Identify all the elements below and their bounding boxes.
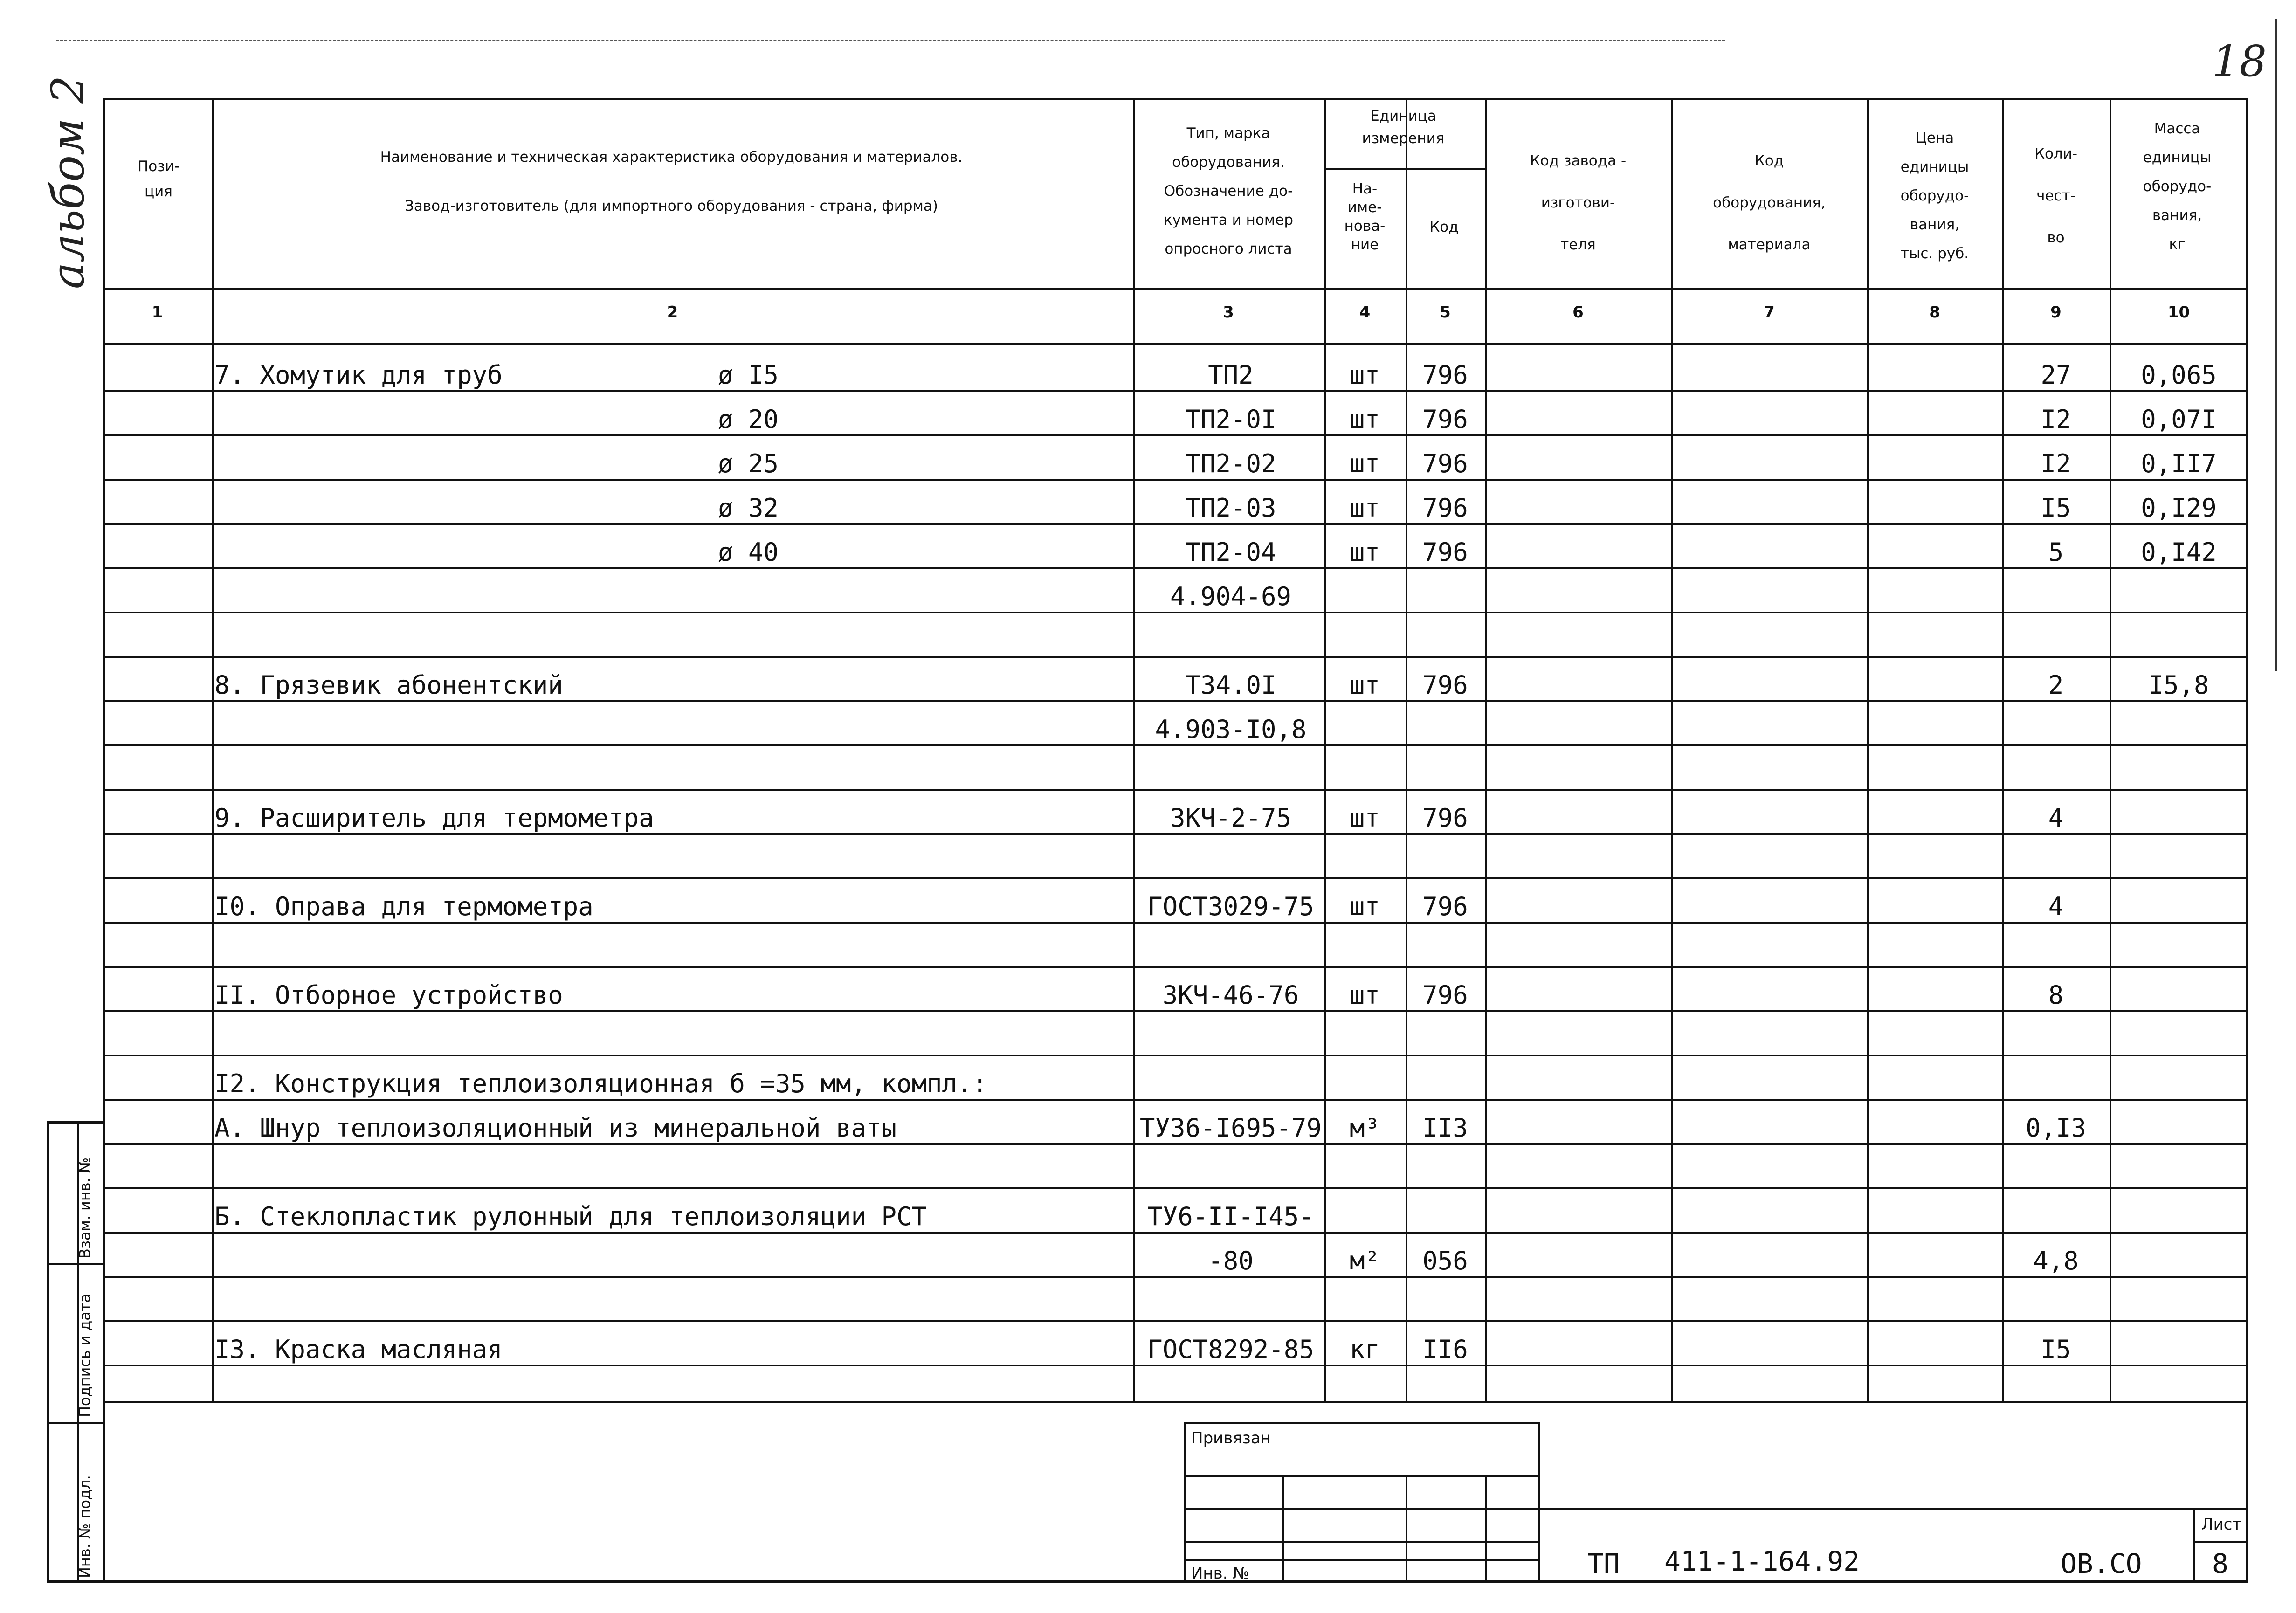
item-unit-code: 056 — [1422, 1246, 1468, 1275]
item-diameter: ø 20 — [718, 405, 779, 434]
top-dashed-line — [56, 40, 1725, 41]
column-line — [1133, 98, 1135, 1401]
item-unit: м² — [1349, 1246, 1380, 1275]
tb-line — [2193, 1541, 2248, 1543]
item-unit: м³ — [1349, 1113, 1380, 1143]
side-stamp — [47, 1121, 103, 1583]
item-type: 4.903-I0,8 — [1155, 715, 1307, 744]
hdr-position: Пози- ция — [137, 158, 180, 200]
item-mass: 0,I42 — [2141, 538, 2217, 567]
column-number: 5 — [1440, 303, 1451, 322]
column-line — [2002, 98, 2004, 1401]
row-line — [103, 877, 2248, 879]
item-unit-code: II6 — [1422, 1335, 1468, 1364]
item-mass: 0,I29 — [2141, 493, 2217, 523]
item-name: I2. Конструкция теплоизоляционная б =35 мм, компл.: — [214, 1069, 988, 1098]
item-unit: кг — [1349, 1335, 1380, 1364]
column-number: 4 — [1359, 303, 1371, 322]
column-line — [1324, 98, 1326, 1401]
table-bottom-line — [103, 1401, 2248, 1403]
column-number: 7 — [1764, 303, 1775, 322]
row-line — [103, 567, 2248, 569]
sheet-number: 8 — [2212, 1548, 2228, 1579]
row-line — [103, 479, 2248, 481]
item-type: ГОСТ8292-85 — [1147, 1335, 1314, 1364]
column-number: 1 — [152, 303, 163, 322]
item-quantity: 4,8 — [2033, 1246, 2079, 1275]
item-mass: 0,065 — [2141, 360, 2217, 390]
item-quantity: 4 — [2048, 892, 2064, 921]
row-line — [103, 523, 2248, 525]
item-unit-code: 796 — [1422, 670, 1468, 700]
column-number: 10 — [2167, 303, 2190, 322]
item-quantity: I5 — [2041, 493, 2071, 523]
stamp-inv-podl: Инв. № подл. — [76, 1475, 94, 1578]
item-quantity: I2 — [2041, 449, 2071, 478]
row-line — [103, 1187, 2248, 1189]
item-name: I3. Краска масляная — [214, 1335, 503, 1364]
item-unit-code: II3 — [1422, 1113, 1468, 1143]
item-mass: I5,8 — [2148, 670, 2209, 700]
row-line — [103, 1143, 2248, 1145]
row-line — [103, 390, 2248, 392]
column-number: 9 — [2050, 303, 2062, 322]
item-unit-code: 796 — [1422, 449, 1468, 478]
item-quantity: 8 — [2048, 980, 2064, 1010]
row-line — [103, 789, 2248, 791]
item-diameter: ø 32 — [718, 493, 779, 523]
item-type: ТП2-03 — [1185, 493, 1276, 523]
item-type: 3КЧ-46-76 — [1162, 980, 1299, 1010]
item-type: ТУ36-I695-79 — [1139, 1113, 1322, 1143]
item-quantity: I2 — [2041, 405, 2071, 434]
item-unit: шт — [1349, 892, 1380, 921]
item-type: ТУ6-II-I45- — [1147, 1202, 1314, 1231]
column-number: 6 — [1572, 303, 1584, 322]
hdr-name-line2: Завод-изготовитель (для импортного оборудования - страна, фирма) — [404, 198, 938, 214]
tb-line — [1184, 1422, 1538, 1424]
tb-line — [1184, 1422, 1186, 1583]
hdr-quantity: Коли- чест- во — [2034, 145, 2078, 246]
row-line — [103, 922, 2248, 924]
header-bottom-line — [103, 288, 2248, 290]
item-mass: 0,07I — [2141, 405, 2217, 434]
item-type: -80 — [1208, 1246, 1254, 1275]
item-unit-code: 796 — [1422, 538, 1468, 567]
column-line — [1671, 98, 1673, 1401]
item-unit: шт — [1349, 405, 1380, 434]
row-line — [103, 1320, 2248, 1322]
side-stamp-sep — [49, 1263, 103, 1265]
item-quantity: I5 — [2041, 1335, 2071, 1364]
item-name: 8. Грязевик абонентский — [214, 670, 563, 700]
tb-line — [1406, 1475, 1407, 1583]
column-line — [212, 98, 214, 1401]
tb-line — [1538, 1508, 2248, 1510]
doc-prefix: ТП — [1587, 1548, 1620, 1579]
item-diameter: ø 40 — [718, 538, 779, 567]
sheet-label: Лист — [2201, 1515, 2242, 1534]
row-line — [103, 966, 2248, 968]
item-unit-code: 796 — [1422, 892, 1468, 921]
item-type: 4.904-69 — [1170, 582, 1292, 611]
tb-line — [1485, 1475, 1487, 1583]
row-line — [103, 1099, 2248, 1101]
tb-inv-no: Инв. № — [1191, 1564, 1249, 1583]
tb-line — [1538, 1422, 1540, 1583]
item-unit-code: 796 — [1422, 803, 1468, 833]
row-line — [103, 1232, 2248, 1234]
item-unit: шт — [1349, 449, 1380, 478]
tb-line — [2193, 1508, 2195, 1583]
item-unit-code: 796 — [1422, 980, 1468, 1010]
item-mass: 0,II7 — [2141, 449, 2217, 478]
hdr-type: Тип, марка оборудования. Обозначение до- кумента и номер опросного листа — [1163, 125, 1294, 257]
number-row-line — [103, 343, 2248, 345]
item-type: ТП2-0I — [1185, 405, 1276, 434]
item-unit: шт — [1349, 803, 1380, 833]
item-quantity: 2 — [2048, 670, 2064, 700]
tb-privyazan: Привязан — [1191, 1429, 1271, 1448]
row-line — [103, 833, 2248, 835]
column-line — [2110, 98, 2111, 1401]
item-type: ТП2-04 — [1185, 538, 1276, 567]
item-name: А. Шнур теплоизоляционный из минеральной ваты — [214, 1113, 896, 1143]
stamp-podpis: Подпись и дата — [76, 1293, 94, 1417]
item-unit-code: 796 — [1422, 493, 1468, 523]
column-number: 8 — [1929, 303, 1940, 322]
row-line — [103, 656, 2248, 658]
doc-number: 411-1-164.92 — [1664, 1545, 1860, 1577]
item-type: ГОСТ3029-75 — [1147, 892, 1314, 921]
item-type: ТП2 — [1208, 360, 1254, 390]
item-unit-code: 796 — [1422, 405, 1468, 434]
row-line — [103, 1010, 2248, 1012]
item-type: Т34.0I — [1185, 670, 1276, 700]
handwritten-note: альбом 2 — [42, 75, 94, 289]
row-line — [103, 612, 2248, 613]
hdr-mass: Масса единицы оборудо- вания, кг — [2143, 120, 2212, 253]
item-quantity: 4 — [2048, 803, 2064, 833]
item-quantity: 5 — [2048, 538, 2064, 567]
item-name: I0. Оправа для термометра — [214, 892, 593, 921]
row-line — [103, 1365, 2248, 1366]
item-quantity: 0,I3 — [2025, 1113, 2087, 1143]
item-diameter: ø I5 — [718, 360, 779, 390]
item-type: ТП2-02 — [1185, 449, 1276, 478]
hdr-unit-group: Единица измерения — [1362, 108, 1445, 147]
column-line — [1485, 98, 1487, 1401]
item-name: II. Отборное устройство — [214, 980, 563, 1010]
doc-code: ОВ.СО — [2061, 1548, 2142, 1579]
item-type: 3КЧ-2-75 — [1170, 803, 1292, 833]
row-line — [103, 1276, 2248, 1278]
item-unit: шт — [1349, 493, 1380, 523]
row-line — [103, 744, 2248, 746]
row-line — [103, 1055, 2248, 1056]
item-diameter: ø 25 — [718, 449, 779, 478]
hdr-price: Цена единицы оборудо- вания, тыс. руб. — [1900, 130, 1969, 262]
page-number: 18 — [2212, 36, 2267, 86]
right-margin-line — [2275, 19, 2277, 671]
tb-line — [1282, 1475, 1284, 1583]
column-number: 2 — [667, 303, 678, 322]
item-name: 9. Расширитель для термометра — [214, 803, 654, 833]
hdr-unit-name: На- име- нова- ние — [1344, 180, 1386, 253]
hdr-unit-code: Код — [1429, 219, 1459, 235]
row-line — [103, 434, 2248, 436]
column-number: 3 — [1223, 303, 1234, 322]
item-quantity: 27 — [2041, 360, 2071, 390]
item-unit: шт — [1349, 360, 1380, 390]
item-unit: шт — [1349, 538, 1380, 567]
side-stamp-sep — [49, 1422, 103, 1424]
hdr-factory-code: Код завода - изготови- теля — [1530, 152, 1627, 253]
item-name: 7. Хомутик для труб — [214, 360, 503, 390]
stamp-inv-zam: Взам. инв. № — [76, 1157, 94, 1259]
item-unit: шт — [1349, 980, 1380, 1010]
row-line — [103, 700, 2248, 702]
item-name: Б. Стеклопластик рулонный для теплоизоляции РСТ — [214, 1202, 927, 1231]
item-unit: шт — [1349, 670, 1380, 700]
hdr-material-code: Код оборудования, материала — [1713, 152, 1826, 253]
hdr-name-line1: Наименование и техническая характеристика оборудования и материалов. — [380, 149, 963, 165]
unit-subheader-line — [1324, 168, 1485, 170]
item-unit-code: 796 — [1422, 360, 1468, 390]
column-line — [1867, 98, 1869, 1401]
column-line — [1406, 98, 1407, 1401]
unit-subheader-line — [1406, 168, 1407, 289]
